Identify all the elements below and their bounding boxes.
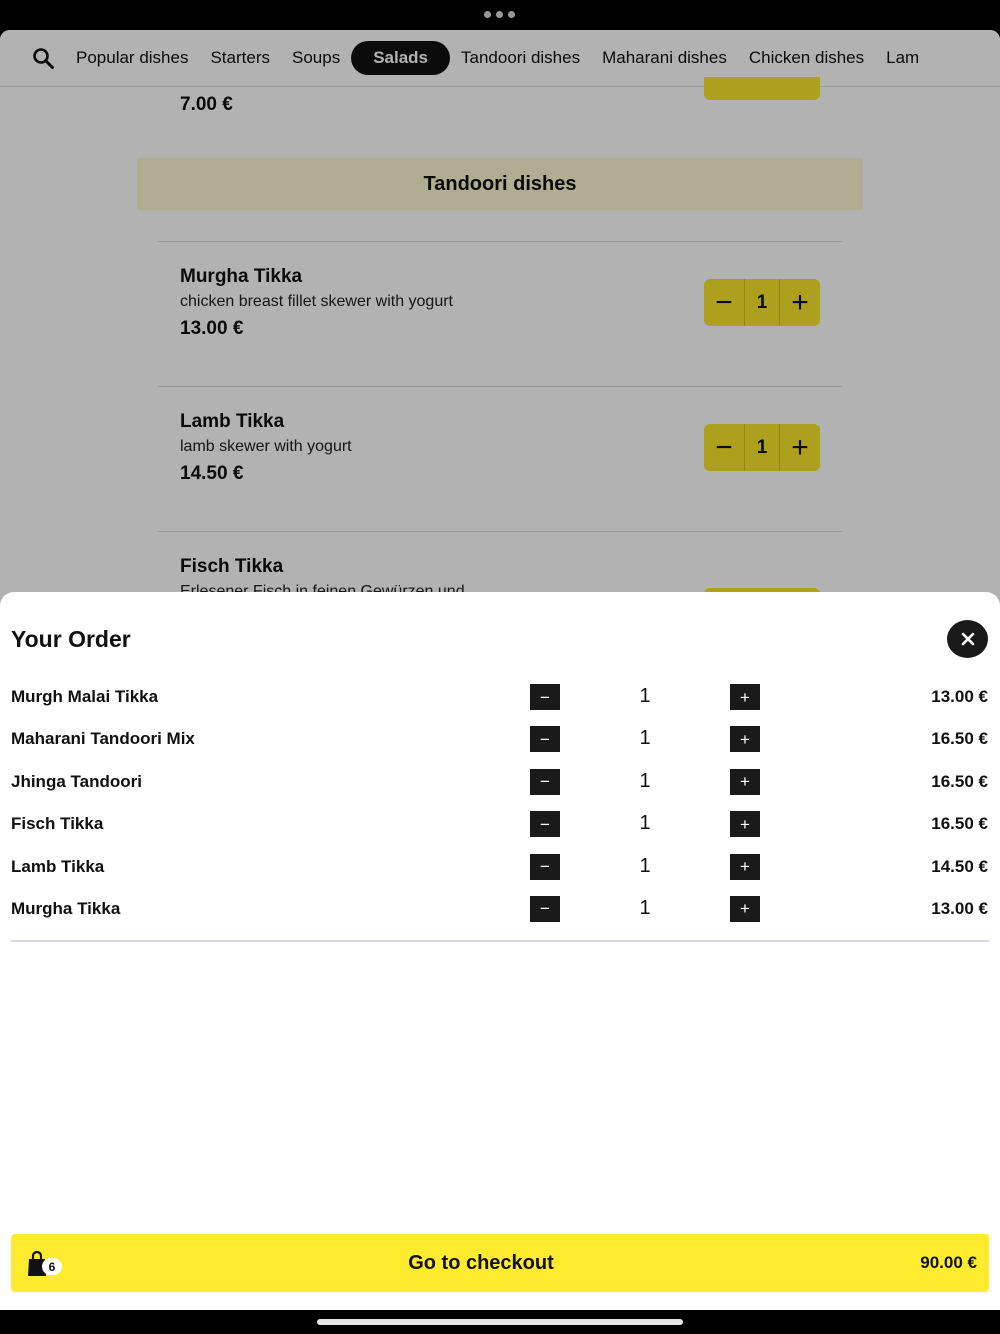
order-item-name: Maharani Tandoori Mix [11,729,195,749]
cart-count-badge: 6 [42,1258,62,1275]
category-tab-tandoori[interactable]: Tandoori dishes [461,48,581,67]
order-item-name: Murgha Tikka [11,898,121,918]
order-item-qty: 1 [639,896,651,919]
decrease-button[interactable]: − [530,811,560,837]
order-title: Your Order [11,626,131,652]
increase-button[interactable]: + [730,684,760,710]
decrease-button[interactable]: − [530,854,560,880]
order-item-price: 16.50 € [931,729,988,749]
decrease-button[interactable]: − [530,684,560,710]
checkout-total: 90.00 € [920,1253,977,1272]
order-item-qty: 1 [639,769,651,792]
order-item-price: 13.00 € [931,687,988,706]
decrease-button[interactable]: − [530,769,560,795]
order-sheet [0,592,1000,1310]
menu-item-name: Fisch Tikka [180,556,284,577]
quantity-value: 1 [744,279,780,326]
order-row [0,719,1000,761]
home-bar [0,1310,1000,1334]
order-item-qty: 1 [639,727,651,750]
multitasking-dots-icon[interactable] [484,11,515,18]
menu-item-price: 14.50 € [180,463,244,484]
menu-item-name: Murgha Tikka [180,266,303,287]
decrease-button[interactable]: − [715,430,733,464]
increase-button[interactable]: + [730,726,760,752]
divider [11,940,989,942]
order-row [0,804,1000,846]
checkout-button[interactable] [11,1234,989,1292]
decrease-button[interactable]: − [530,896,560,922]
close-icon [961,632,975,646]
previous-item-price: 7.00 € [180,94,233,115]
app-window [0,30,1000,1310]
increase-button[interactable]: + [730,854,760,880]
order-item-name: Fisch Tikka [11,814,104,834]
order-item-name: Jhinga Tandoori [11,771,142,791]
order-row [0,889,1000,931]
category-tab-maharani[interactable]: Maharani dishes [602,48,727,67]
category-tab-lamb[interactable]: Lam [886,48,920,67]
increase-button[interactable]: + [730,811,760,837]
menu-item-name: Lamb Tikka [180,411,285,432]
category-tab-starters[interactable]: Starters [210,48,270,67]
category-tab-salads[interactable]: Salads [351,41,450,75]
section-header: Tandoori dishes [137,158,863,210]
category-tab-popular[interactable]: Popular dishes [76,48,189,67]
order-item-name: Lamb Tikka [11,856,105,876]
order-item-price: 13.00 € [931,898,988,918]
menu-item-description: chicken breast fillet skewer with yogurt [180,293,453,310]
menu-item-price: 13.00 € [180,318,244,339]
category-tab-soups[interactable]: Soups [292,48,341,67]
decrease-button[interactable]: − [530,726,560,752]
order-item-price: 14.50 € [931,856,988,876]
order-item-name: Murgh Malai Tikka [11,687,159,706]
quantity-value: 1 [744,424,780,471]
home-indicator[interactable] [317,1319,683,1325]
order-item-qty: 1 [639,685,651,707]
order-list [0,677,1000,931]
order-row [0,847,1000,889]
order-row [0,762,1000,804]
order-item-qty: 1 [639,854,651,877]
increase-button[interactable]: + [791,430,809,464]
checkout-label: Go to checkout [408,1251,554,1274]
close-button[interactable] [947,620,988,658]
increase-button[interactable]: + [791,285,809,319]
status-bar [0,0,1000,30]
order-item-price: 16.50 € [931,814,988,834]
order-row [0,677,1000,719]
increase-button[interactable]: + [730,769,760,795]
order-item-price: 16.50 € [931,771,988,791]
category-tab-chicken[interactable]: Chicken dishes [748,48,865,67]
menu-item-description: lamb skewer with yogurt [180,438,352,455]
decrease-button[interactable]: − [715,285,733,319]
order-item-qty: 1 [639,812,651,835]
increase-button[interactable]: + [730,896,760,922]
